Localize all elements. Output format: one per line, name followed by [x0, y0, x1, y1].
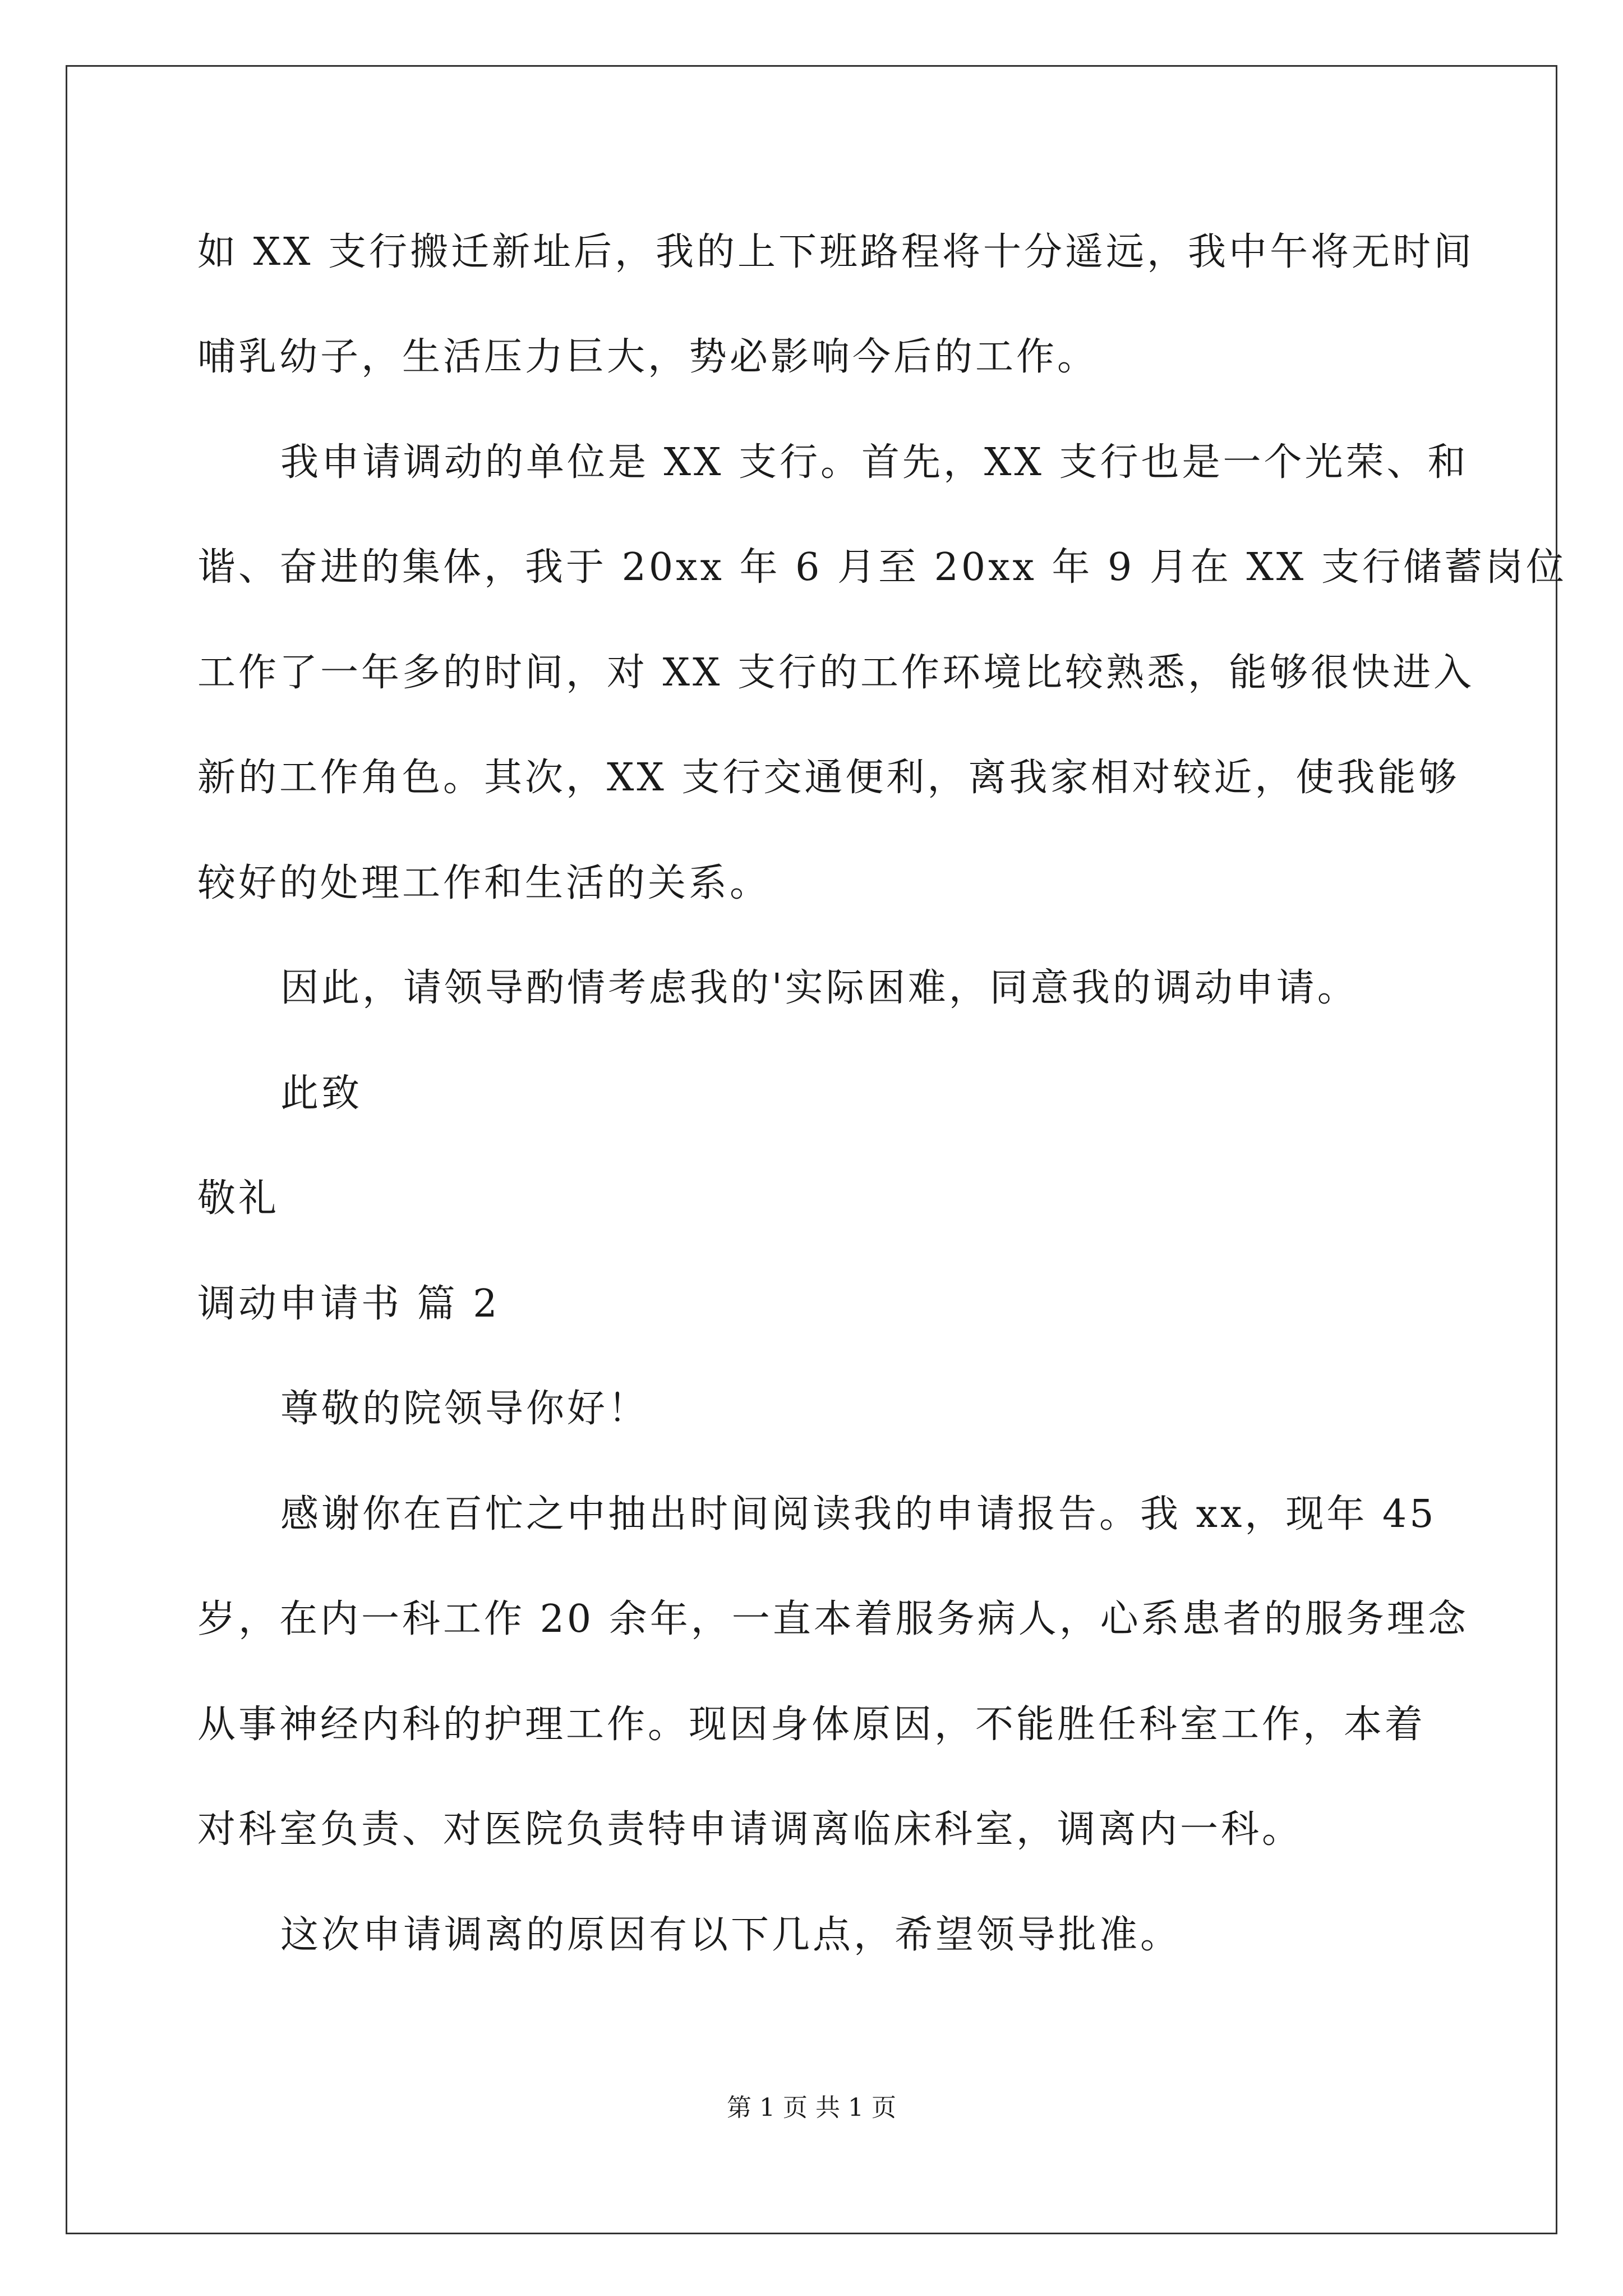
paragraph-line: 谐、奋进的集体，我于 20xx 年 6 月至 20xx 年 9 月在 XX 支行储蓄岗位	[197, 545, 1567, 590]
closing-salutation: 此致	[280, 1071, 363, 1116]
paragraph-line: 因此，请领导酌情考虑我的'实际困难，同意我的调动申请。	[280, 966, 1358, 1010]
paragraph-line: 哺乳幼子，生活压力巨大，势必影响今后的工作。	[197, 335, 1099, 379]
paragraph-line: 我申请调动的单位是 XX 支行。首先，XX 支行也是一个光荣、和	[280, 440, 1469, 485]
page-number-footer: 第 1 页 共 1 页	[727, 2093, 896, 2122]
paragraph-line: 较好的处理工作和生活的关系。	[197, 861, 771, 905]
paragraph-line: 这次申请调离的原因有以下几点，希望领导批准。	[280, 1913, 1182, 1957]
closing-regards: 敬礼	[197, 1176, 280, 1221]
paragraph-line: 岁，在内一科工作 20 余年，一直本着服务病人，心系患者的服务理念	[197, 1597, 1469, 1641]
paragraph-line: 感谢你在百忙之中抽出时间阅读我的申请报告。我 xx，现年 45	[280, 1492, 1437, 1536]
page-border	[66, 65, 1557, 2234]
greeting: 尊敬的院领导你好！	[280, 1387, 649, 1431]
paragraph-line: 工作了一年多的时间，对 XX 支行的工作环境比较熟悉，能够很快进入	[197, 651, 1475, 695]
paragraph-line: 如 XX 支行搬迁新址后，我的上下班路程将十分遥远，我中午将无时间	[197, 230, 1475, 274]
paragraph-line: 对科室负责、对医院负责特申请调离临床科室，调离内一科。	[197, 1807, 1303, 1852]
section-heading: 调动申请书 篇 2	[197, 1282, 500, 1326]
paragraph-line: 从事神经内科的护理工作。现因身体原因，不能胜任科室工作，本着	[197, 1703, 1426, 1747]
paragraph-line: 新的工作角色。其次，XX 支行交通便利，离我家相对较近，使我能够	[197, 756, 1460, 800]
